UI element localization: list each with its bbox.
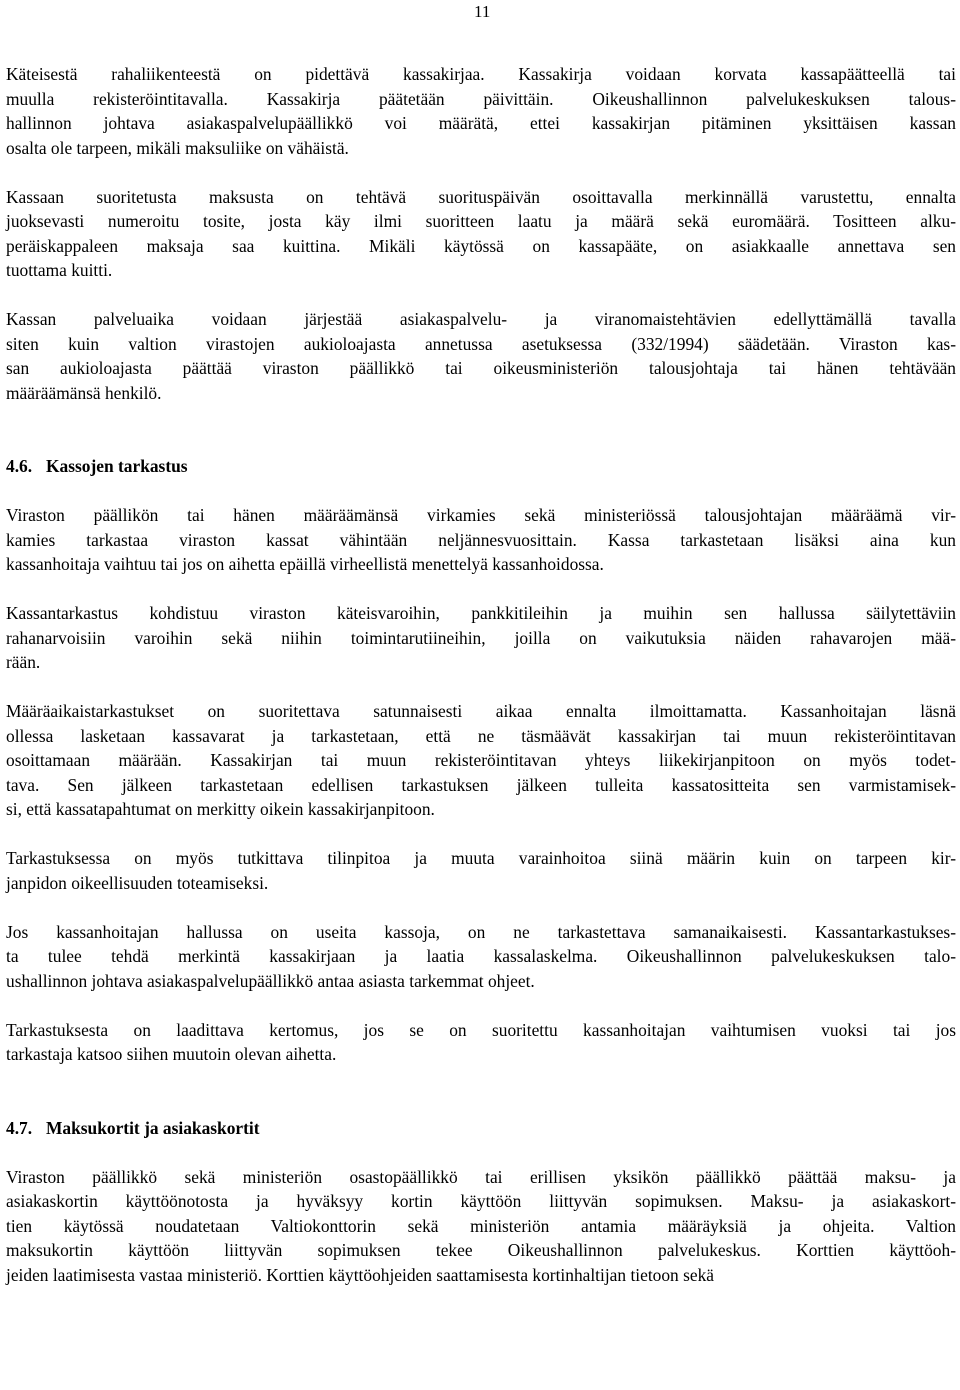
text-line: tuottama kuitti. — [6, 260, 113, 280]
paragraph — [6, 846, 956, 895]
paragraph — [6, 185, 956, 283]
text-line: kassanhoitaja vaihtuu tai jos on aihetta epäillä virheellistä menettelyä kassanhoidossa. — [6, 554, 604, 574]
paragraph — [6, 503, 956, 577]
text-line: Kassan palveluaika voidaan järjestää asiakaspalvelu- ja viranomaistehtävien edellyttämällä tavalla — [6, 309, 956, 329]
text-line: jeiden laatimisesta vastaa ministeriö. Korttien käyttöohjeiden saattamisesta kortinhaltijan tietoon sekä — [6, 1264, 714, 1285]
paragraph — [6, 307, 956, 405]
text-line: osoittamaan määrään. Kassakirjan tai muun rekisteröintitavan yhteys liikekirjanpitoon on myös todet- — [6, 750, 956, 770]
section-number: 4.7. — [6, 1117, 33, 1138]
text-line: tava. Sen jälkeen tarkastetaan edellisen tarkastuksen jälkeen tulleita kassatositteita sen varmistamisek- — [6, 774, 956, 795]
section-spacer — [6, 430, 956, 455]
section-heading — [6, 1116, 956, 1141]
text-line: siten kuin valtion virastojen aukioloajasta annetussa asetuksessa (332/1994) säädetään. Viraston kas- — [6, 333, 956, 354]
text-line: Kassaan suoritetusta maksusta on tehtävä suorituspäivän osoittavalla merkinnällä varustettu, ennalta — [6, 186, 956, 207]
section-number: 4.6. — [6, 456, 33, 476]
paragraph — [6, 601, 956, 675]
text-line: muulla rekisteröintitavalla. Kassakirja päätetään päivittäin. Oikeushallinnon palvelukeskuksen talous- — [6, 88, 956, 109]
text-line: maksukortin käyttöön liittyvän sopimuksen tekee Oikeushallinnon palvelukeskus. Korttien käyttöoh- — [6, 1240, 956, 1260]
paragraph — [6, 62, 956, 160]
text-line: janpidon oikeellisuuden toteamiseksi. — [6, 872, 269, 893]
page-number: 11 — [474, 2, 491, 21]
paragraph — [6, 699, 956, 822]
document-body — [6, 62, 956, 1312]
text-line: osalta ole tarpeen, mikäli maksuliike on vähäistä. — [6, 137, 349, 158]
text-line: kamies tarkastaa viraston kassat vähintään neljännesvuosittain. Kassa tarkastetaan lisäksi aina kun — [6, 529, 956, 550]
text-line: hallinnon johtava asiakaspalvelupäällikkö voi määrätä, ettei kassakirjan pitäminen yksittäisen kassan — [6, 113, 956, 133]
text-line: ollessa lasketaan kassavarat ja tarkastetaan, että ne täsmäävät kassakirjan tai muun rekisteröintitavan — [6, 725, 956, 746]
section-title: Kassojen tarkastus — [46, 456, 188, 476]
text-line: Viraston päällikkö sekä ministeriön osastopäällikkö tai erillisen yksikön päällikkö päättää maksu- ja — [6, 1166, 956, 1187]
text-line: Jos kassanhoitajan hallussa on useita kassoja, on ne tarkastettava samanaikaisesti. Kassantarkastukses- — [6, 921, 956, 942]
text-line: peräiskappaleen maksaja saa kuittina. Mikäli käytössä on kassapääte, on asiakkaalle annettava sen — [6, 235, 956, 256]
text-line: määräämänsä henkilö. — [6, 382, 162, 403]
text-line: rään. — [6, 652, 41, 672]
paragraph — [6, 920, 956, 994]
paragraph — [6, 1165, 956, 1288]
section-4-6 — [6, 430, 956, 1067]
paragraph — [6, 1018, 956, 1067]
text-line: Määräaikaistarkastukset on suoritettava satunnaisesti aikaa ennalta ilmoittamatta. Kassanhoitajan läsnä — [6, 701, 956, 721]
section-spacer — [6, 1091, 956, 1116]
text-line: juoksevasti numeroitu tosite, josta käy ilmi suoritteen laatu ja määrä sekä euromäärä. Tositteen alku- — [6, 211, 956, 231]
text-line: si, että kassatapahtumat on merkitty oikein kassakirjanpitoon. — [6, 799, 435, 819]
text-line: Viraston päällikön tai hänen määräämänsä virkamies sekä ministeriössä talousjohtajan määräämä vir- — [6, 505, 956, 525]
text-line: tarkastaja katsoo siihen muutoin olevan aihetta. — [6, 1044, 337, 1064]
section-intro — [6, 62, 956, 405]
text-line: asiakaskortin käyttöönotosta ja hyväksyy kortin käyttöön liittyvän sopimuksen. Maksu- ja asiakaskort- — [6, 1191, 956, 1211]
text-line: san aukioloajasta päättää viraston päällikkö tai oikeusministeriön talousjohtaja tai hänen tehtävään — [6, 358, 956, 378]
text-line: Tarkastuksesta on laadittava kertomus, jos se on suoritettu kassanhoitajan vaihtumisen vuoksi tai jos — [6, 1019, 956, 1040]
section-heading — [6, 454, 956, 479]
section-title: Maksukortit ja asiakaskortit — [46, 1117, 260, 1138]
text-line: Käteisestä rahaliikenteestä on pidettävä kassakirjaa. Kassakirja voidaan korvata kassapäätteellä tai — [6, 64, 956, 84]
text-line: Tarkastuksessa on myös tutkittava tilinpitoa ja muuta varainhoitoa siinä määrin kuin on tarpeen kir- — [6, 848, 956, 868]
text-line: rahanarvoisiin varoihin sekä niihin toimintarutiineihin, joilla on vaikutuksia näiden rahavarojen mää- — [6, 627, 956, 648]
text-line: tien käytössä noudatetaan Valtiokonttorin sekä ministeriön antamia määräyksiä ja ohjeita. Valtion — [6, 1215, 956, 1236]
section-4-7 — [6, 1091, 956, 1287]
text-line: Kassantarkastus kohdistuu viraston käteisvaroihin, pankkitileihin ja muihin sen hallussa säilytettäviin — [6, 603, 956, 623]
text-line: ushallinnon johtava asiakaspalvelupäällikkö antaa asiasta tarkemmat ohjeet. — [6, 970, 535, 991]
text-line: ta tulee tehdä merkintä kassakirjaan ja laatia kassalaskelma. Oikeushallinnon palvelukeskuksen talo- — [6, 946, 956, 966]
